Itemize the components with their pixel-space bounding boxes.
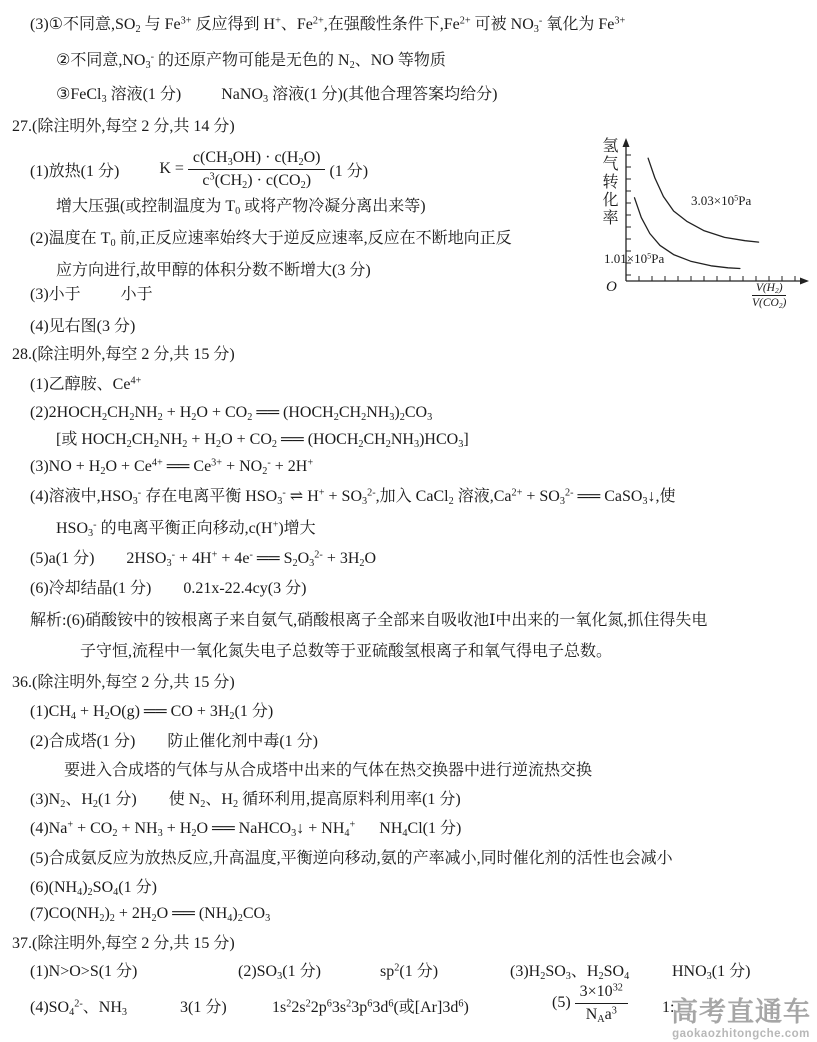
answer-line-36-3: $(3)N_2$、$H_2(1$ 分) 使 $N_2$、$H_2$ 循环利用,提高原料利用率(1 分) xyxy=(30,791,461,811)
score-note: (1 分) xyxy=(329,162,369,180)
x-axis-ticks xyxy=(639,276,795,281)
answer-line-28-2: $(2)2HOCH_2CH_2NH_2 + H_2O + CO_2$ ══ $(HOCH_2CH_2NH_3)_2CO_3$ xyxy=(30,404,433,424)
answer-line-36-4: $(4)Na^+ + CO_2 + NH_3 + H_2O$ ══ NaHCO$_3$↓ + $NH_4^+$ $NH_4Cl(1$ 分) xyxy=(30,819,462,840)
analysis-line-2: 子守恒,流程中一氧化氮失电子总数等于亚硫酸氢根离子和氧气得电子总数。 xyxy=(80,643,613,660)
answer-line-36-7: $(7)CO(NH_2)_2 + 2H_2O$ ══ $(NH_4)_2CO_3$ xyxy=(30,905,271,925)
answer-line-27-4: (4)见右图(3 分) xyxy=(30,318,136,335)
answer-line-37-1d: $(3)H_2SO_3$、$H_2SO_4$ xyxy=(510,963,630,983)
answer-line-28-2b: [或 $HOCH_2CH_2NH_2 + H_2O + CO_2$ ══ $(HOCH_2CH_2NH_3)HCO_3$] xyxy=(56,431,469,451)
answer-line-26-3-2: ②不同意$,NO_3^-$ 的还原产物可能是无色的 $N_2$、NO 等物质 xyxy=(56,51,446,72)
q27-answer1-row xyxy=(30,140,368,198)
answer-line-28-1: (1)乙醇胺、$Ce^{4+}$ xyxy=(30,375,142,393)
x-axis-arrow xyxy=(800,278,809,285)
conversion-rate-graph xyxy=(596,131,817,317)
fraction-numerator: $3\times 10^{32}$ xyxy=(575,983,628,1004)
question-27-header: 27.(除注明外,每空 2 分,共 14 分) xyxy=(12,118,235,135)
question-36-header: 36.(除注明外,每空 2 分,共 15 分) xyxy=(12,674,235,691)
answer-line-37-1e: $HNO_3(1$ 分) xyxy=(672,963,751,983)
answer-text: (1)放热(1 分) xyxy=(30,162,120,180)
x-axis-label-numerator: $V(H_2)$ xyxy=(752,282,786,296)
answer-line-37-1c: $sp^2(1$ 分) xyxy=(380,962,439,980)
k-equation-lhs: K = xyxy=(159,160,184,177)
answer-line-28-3: $(3)NO + H_2O + Ce^{4+}$ ══ $Ce^{3+} + NO_2^- + 2H^+$ xyxy=(30,457,314,478)
answer-line-26-3-3: ③FeCl$_3$ 溶液(1 分) NaNO$_3$ 溶液(1 分)(其他合理答案均给分) xyxy=(56,86,498,106)
answer-line-36-1: $(1)CH_4 + H_2O(g)$ ══ CO + $3H_2(1$ 分) xyxy=(30,703,274,723)
answer-line-36-2b: 要进入合成塔的气体与从合成塔中出来的气体在热交换器中进行逆流热交换 xyxy=(64,762,593,779)
answer-5-prefix: (5) xyxy=(552,994,571,1011)
answer-line-27-1b: 增大压强(或控制温度为 $T_0$ 或将产物冷凝分离出来等) xyxy=(56,198,426,218)
origin-label: O xyxy=(606,279,617,295)
answer-line-37-1a: (1)N>O>S(1 分) xyxy=(30,963,138,980)
answer-37-5-fraction-row xyxy=(552,975,632,1031)
answer-line-37-ratio: 1: xyxy=(662,999,675,1016)
fraction-denominator: $N_Aa^3$ xyxy=(585,1004,617,1025)
watermark-url: gaokaozhitongche.com xyxy=(672,1027,810,1040)
answer-line-37-4c: $1s^22s^22p^63s^23p^63d^6$(或$[Ar]3d^6$) xyxy=(272,998,469,1016)
question-37-header: 37.(除注明外,每空 2 分,共 15 分) xyxy=(12,935,235,952)
curve-label-high-pressure: $3.03\times 10^5Pa$ xyxy=(691,193,752,208)
equilibrium-constant-fraction xyxy=(188,149,326,190)
answer-line-36-5: (5)合成氨反应为放热反应,升高温度,平衡逆向移动,氨的产率减小,同时催化剂的活性也会减小 xyxy=(30,850,673,867)
answer-line-28-4a: (4)溶液中$,HSO_3^-$ 存在电离平衡 $HSO_3^-$ ⇌ $H^+ + SO_3^{2-}$,加入 CaCl$_2$ 溶液$,Ca^{2+} + SO_3^{2-}$ ══ CaSO$_3$↓,使 xyxy=(30,487,676,508)
curve-label-low-pressure: $1.01\times 10^5Pa$ xyxy=(604,251,665,266)
answer-line-26-3-1: (3)①不同意$,SO_2$ 与 $Fe^{3+}$ 反应得到 H+、$Fe^{2+}$,在强酸性条件下$,Fe^{2+}$ 可被 $NO_3^-$ 氧化为 $Fe^{3+}$ xyxy=(30,15,626,36)
watermark-title: 高考直通车 xyxy=(671,996,811,1027)
x-axis-label-denominator: $V(CO_2)$ xyxy=(752,297,787,311)
answer-line-28-5: (5)a(1 分) $2HSO_3^- + 4H^+ + 4e^-$ ══ $S_2O_3^{2-} + 3H_2O$ xyxy=(30,549,377,570)
answer-line-37-4a: $(4)SO_4^{2-}$、$NH_3$ xyxy=(30,998,128,1019)
analysis-line-1: 解析:(6)硝酸铵中的铵根离子来自氨气,硝酸根离子全部来自吸收池Ⅰ中出来的一氧化氮,抓住得失电 xyxy=(30,612,708,629)
answer-line-37-1b: $(2)SO_3(1$ 分) xyxy=(238,963,321,983)
answer-line-37-4b: 3(1 分) xyxy=(180,999,227,1016)
question-28-header: 28.(除注明外,每空 2 分,共 15 分) xyxy=(12,346,235,363)
fraction-denominator: $c^3(CH_2) \cdot c(CO_2)$ xyxy=(202,170,312,191)
fraction-numerator: $c(CH_3OH) \cdot c(H_2O)$ xyxy=(188,149,326,170)
answer-line-36-2: (2)合成塔(1 分) 防止催化剂中毒(1 分) xyxy=(30,733,318,750)
y-axis-label: 氢气转化率 xyxy=(600,137,617,227)
watermark xyxy=(671,996,811,1041)
y-axis-arrow xyxy=(623,138,630,147)
answer-line-27-3: (3)小于 小于 xyxy=(30,286,153,303)
answer-line-27-2a: (2)温度在 $T_0$ 前,正反应速率始终大于逆反应速率,反应在不断地向正反 xyxy=(30,230,512,250)
answer-line-28-6: (6)冷却结晶(1 分) 0.21x-22.4cy(3 分) xyxy=(30,580,307,597)
x-axis-label xyxy=(752,282,786,309)
answer-line-28-4b: $HSO_3^-$ 的电离平衡正向移动,c(H+)增大 xyxy=(56,519,316,540)
answer-line-27-2b: 应方向进行,故甲醇的体积分数不断增大(3 分) xyxy=(56,262,371,279)
answer-5-fraction xyxy=(575,983,628,1024)
answer-line-36-6: $(6)(NH_4)_2SO_4(1$ 分) xyxy=(30,879,157,899)
